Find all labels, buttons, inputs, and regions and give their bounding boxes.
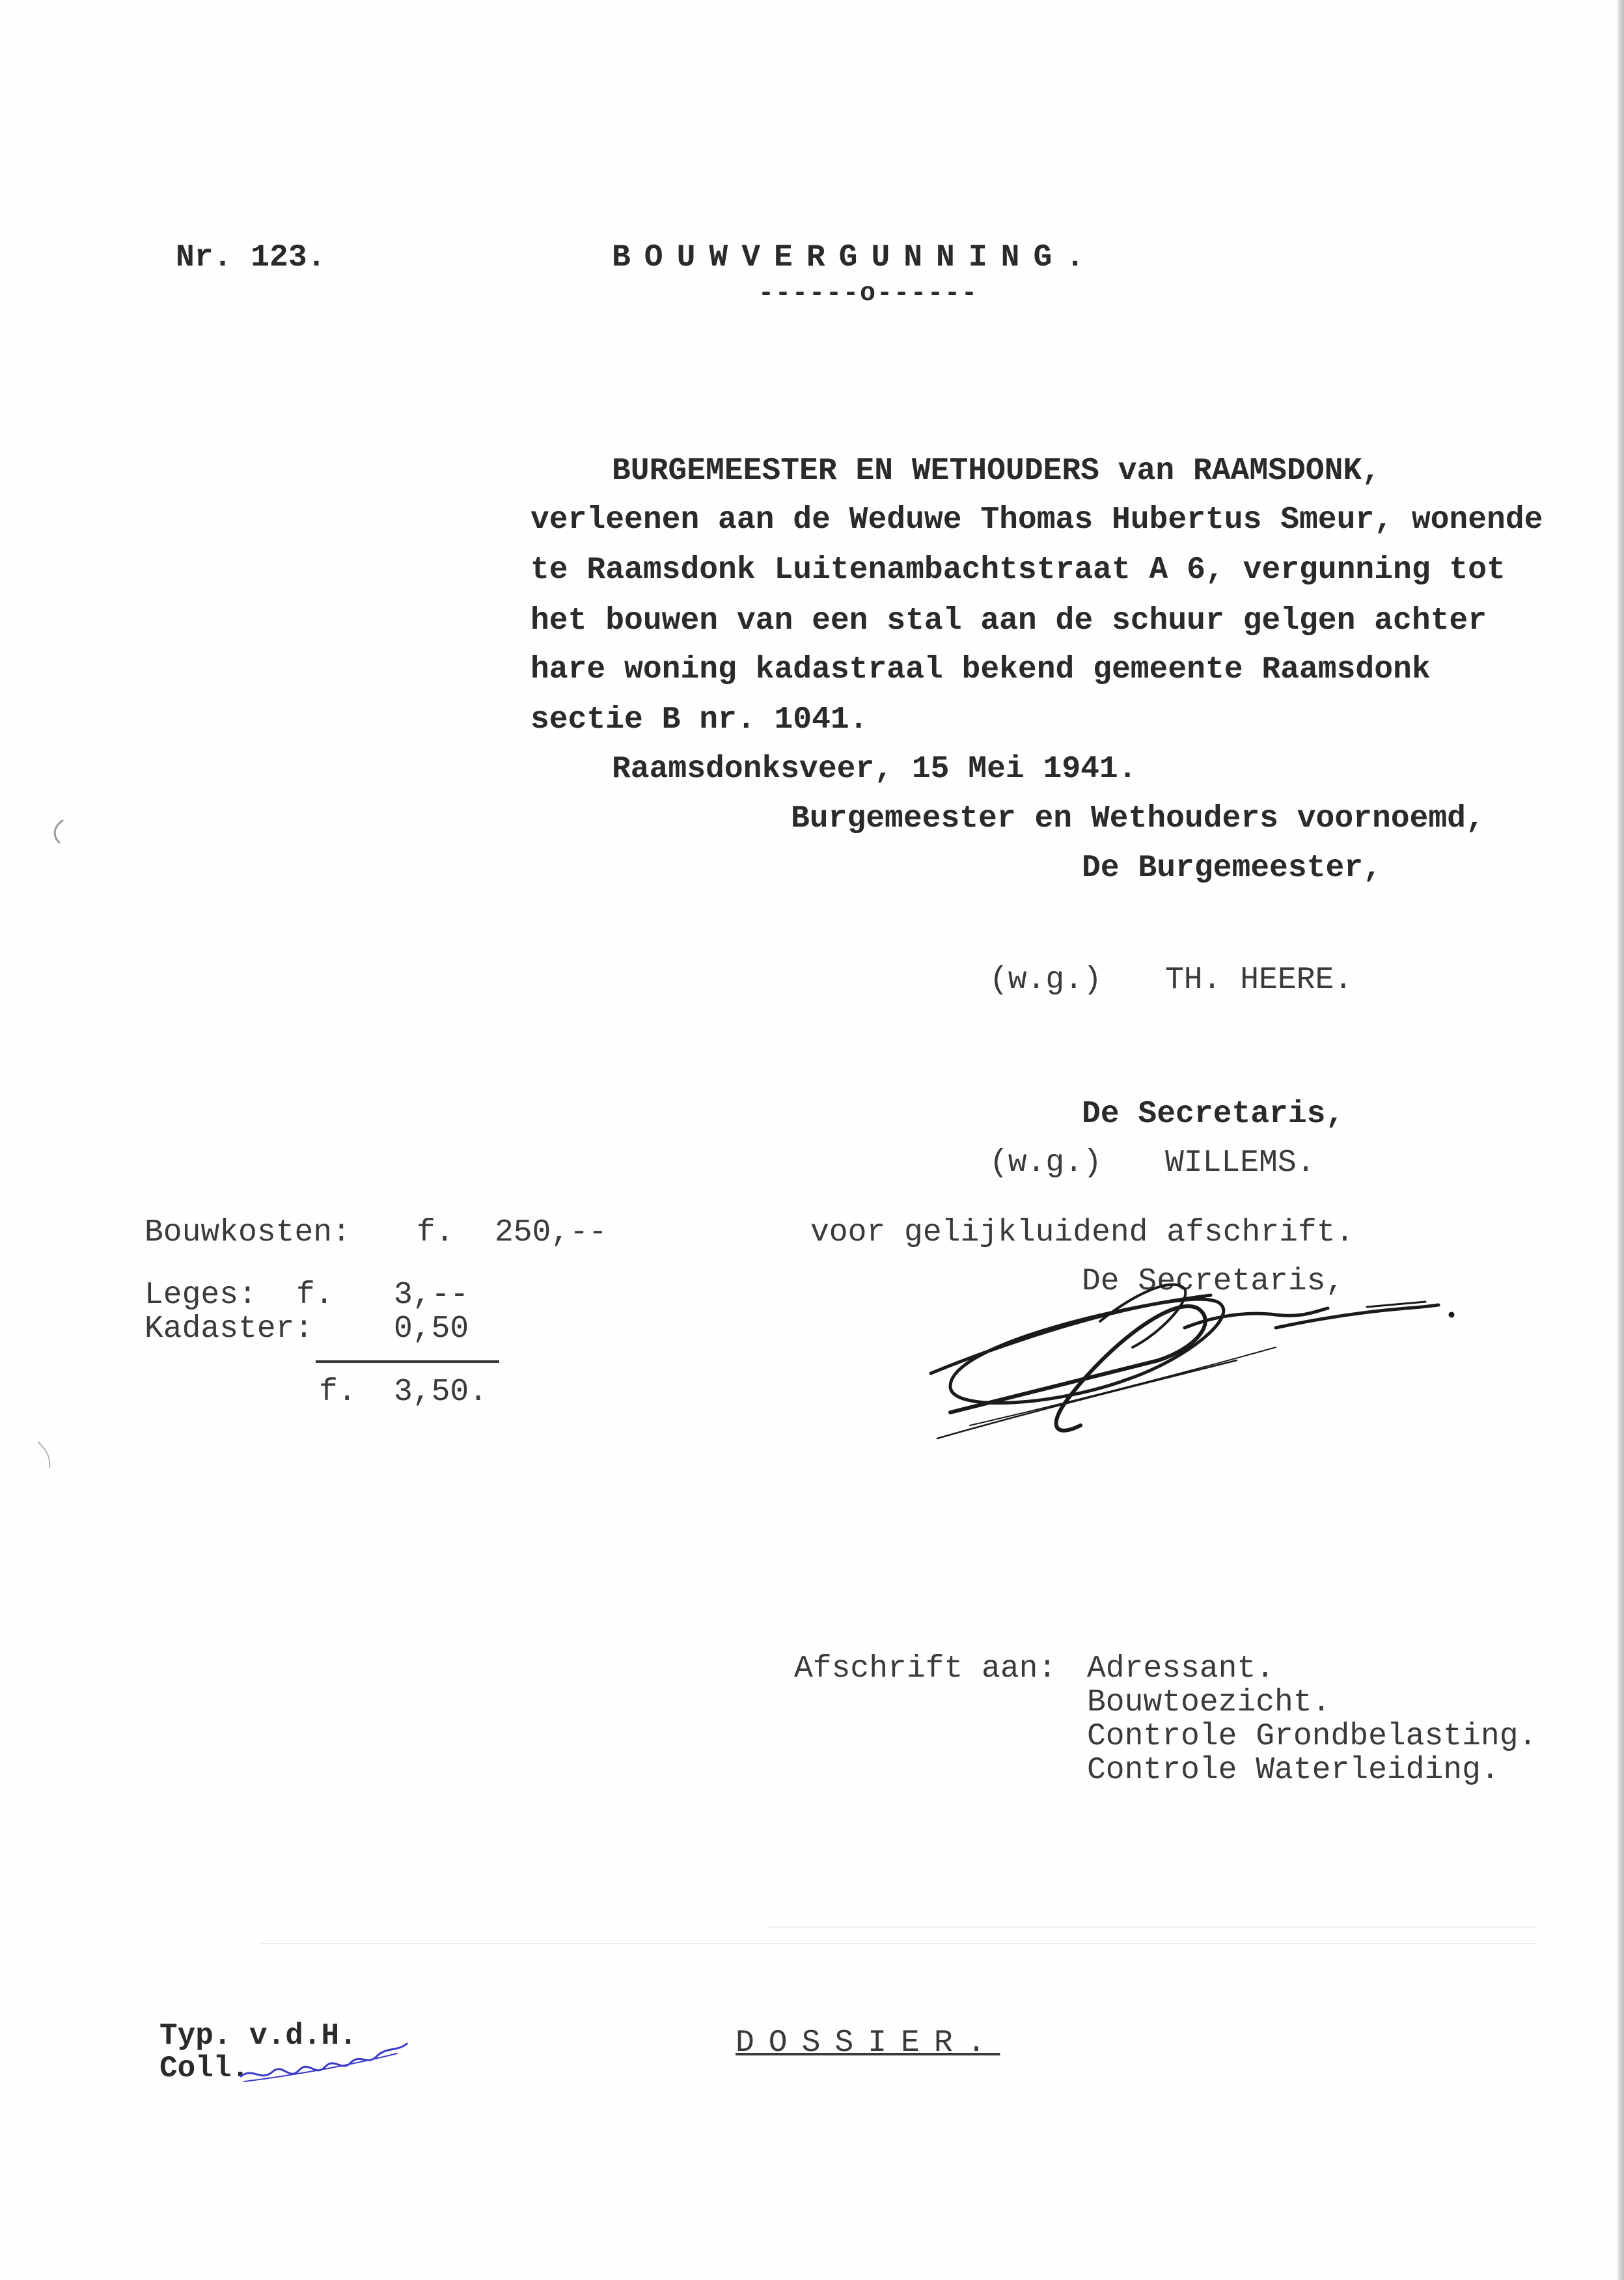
collation-initials-signature [234,2031,417,2089]
leges-amount: 3,-- [394,1278,469,1313]
document-title: BOUWVERGUNNING. [612,240,1099,275]
copy-recipient: Controle Waterleiding. [1087,1753,1500,1788]
sum-rule [316,1360,499,1363]
copy-recipient: Adressant. [1087,1651,1275,1686]
body-line: het bouwen van een stal aan de schuur gelgen achter [530,603,1487,639]
body-line: te Raamsdonk Luitenambachtstraat A 6, vergunning tot [530,553,1506,588]
permit-number: Nr. 123. [176,240,326,275]
copy-recipient: Bouwtoezicht. [1087,1685,1331,1720]
copy-recipient: Controle Grondbelasting. [1087,1719,1537,1754]
body-line: verleenen aan de Weduwe Thomas Hubertus Smeur, wonende [530,502,1543,538]
certifying-secretary-title: De Secretaris, [1082,1264,1345,1299]
date-line: Raamsdonksveer, 15 Mei 1941. [612,752,1137,787]
leges-label: Leges: [145,1278,257,1313]
building-cost-amount: 250,-- [495,1215,607,1250]
stray-ink-mark [31,1438,57,1477]
total-currency: f. [319,1375,357,1410]
secretary-sign-prefix: (w.g.) [989,1146,1102,1181]
stray-ink-mark [47,817,73,849]
total-amount: 3,50. [394,1375,488,1410]
leges-currency: f. [296,1278,334,1313]
copy-to-label: Afschrift aan: [794,1651,1057,1686]
kadaster-amount: 0,50 [394,1312,469,1347]
mayor-title: De Burgemeester, [1082,851,1382,886]
faint-show-through-line [260,1943,1536,1944]
title-underline-rule: ------o------ [758,279,979,309]
body-line: hare woning kadastraal bekend gemeente Raamsdonk [530,652,1431,687]
body-line: BURGEMEESTER EN WETHOUDERS van RAAMSDONK, [612,454,1381,489]
mayor-name: TH. HEERE. [1165,963,1353,998]
kadaster-label: Kadaster: [145,1312,314,1347]
building-cost-currency: f. [417,1215,454,1250]
secretary-name: WILLEMS. [1165,1146,1315,1181]
page-edge-shadow [1617,0,1624,2280]
secretary-signature [911,1250,1471,1484]
authority-line: Burgemeester en Wethouders voornoemd, [791,801,1485,836]
faint-show-through-line [768,1927,1536,1928]
certified-copy-line: voor gelijkluidend afschrift. [810,1215,1355,1250]
typist-initials: Typ. v.d.H. [159,2019,357,2053]
mayor-sign-prefix: (w.g.) [989,963,1102,998]
body-line: sectie B nr. 1041. [530,702,868,737]
dossier-label: DOSSIER. [736,2026,1000,2061]
secretary-title: De Secretaris, [1082,1097,1345,1132]
building-cost-label: Bouwkosten: [145,1215,351,1250]
collation-label: Coll. [159,2052,250,2085]
